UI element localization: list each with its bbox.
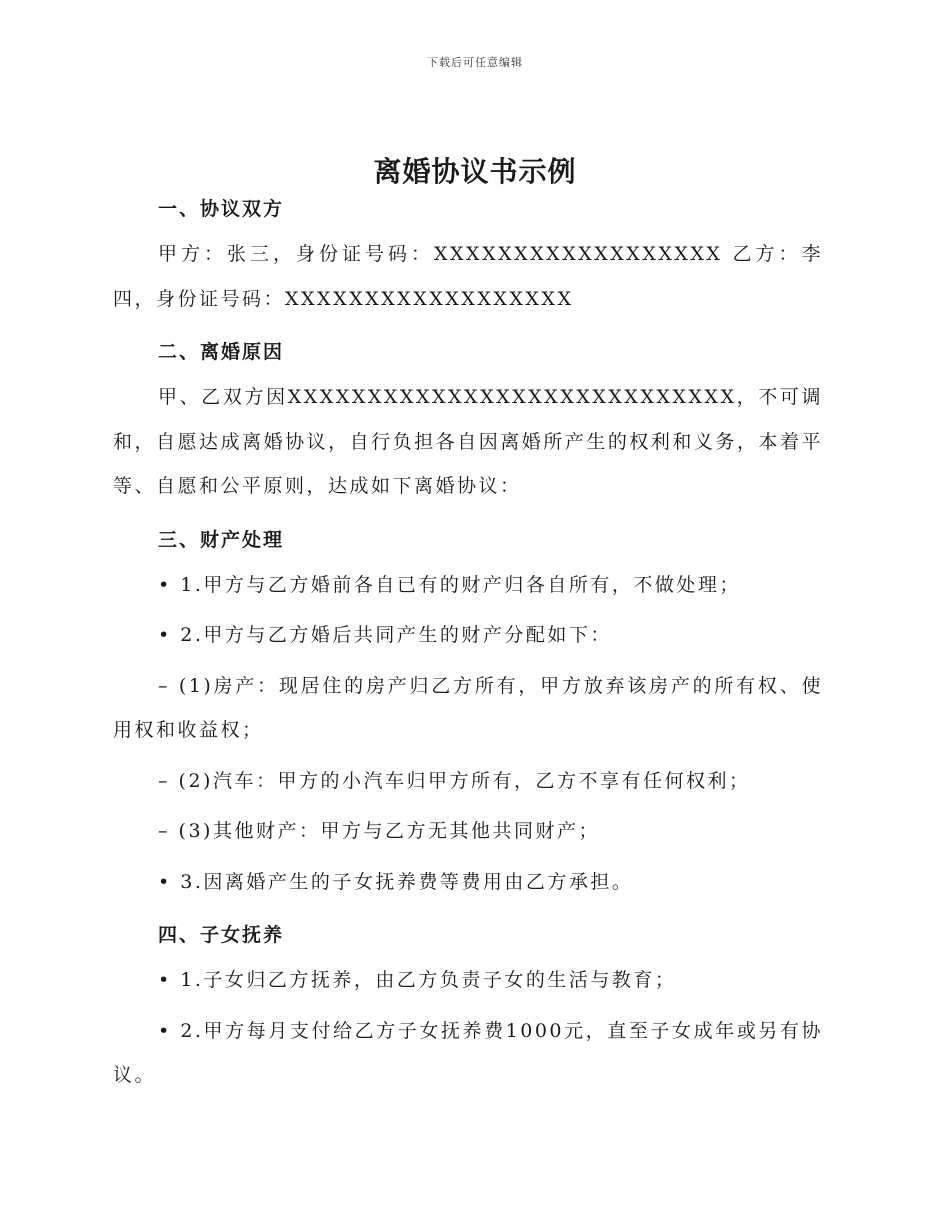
section-parties [113, 192, 823, 321]
section-child-support [113, 918, 823, 1098]
list-item: • 1.子女归乙方抚养，由乙方负责子女的生活与教育； [158, 969, 677, 991]
sub-list-item: – (3)其他财产：甲方与乙方无其他共同财产； [158, 820, 600, 842]
section-reason [113, 335, 823, 509]
section-heading: 一、协议双方 [158, 198, 285, 220]
sub-list-item: – (1)房产：现居住的房产归乙方所有，甲方放弃该房产的所有权、使用权和收益权； [113, 674, 823, 741]
document-title: 离婚协议书示例 [373, 155, 577, 188]
list-item: • 2.甲方每月支付给乙方子女抚养费1000元，直至子女成年或另有协议。 [113, 1019, 823, 1086]
section-heading: 二、离婚原因 [158, 341, 285, 363]
list-item: • 3.因离婚产生的子女抚养费等费用由乙方承担。 [158, 870, 634, 893]
list-item: • 2.甲方与乙方婚后共同产生的财产分配如下： [158, 624, 612, 646]
list-item: • 1.甲方与乙方婚前各自已有的财产归各自所有，不做处理； [158, 573, 741, 596]
document-body [113, 192, 823, 1098]
header-note: 下载后可任意编辑 [427, 56, 523, 69]
paragraph: 甲方：张三，身份证号码：XXXXXXXXXXXXXXXXXX 乙方：李四，身份证号码：XXXXXXXXXXXXXXXXXX [113, 243, 823, 310]
paragraph: 甲、乙双方因XXXXXXXXXXXXXXXXXXXXXXXXXXXX，不可调和，自愿达成离婚协议，自行负担各自因离婚所产生的权利和义务，本着平等、自愿和公平原则，达成如下离婚协议： [113, 386, 823, 497]
sub-list-item: – (2)汽车：甲方的小汽车归甲方所有，乙方不享有任何权利； [158, 769, 751, 792]
section-heading: 四、子女抚养 [158, 924, 285, 946]
section-property [113, 523, 823, 905]
section-heading: 三、财产处理 [158, 528, 285, 551]
